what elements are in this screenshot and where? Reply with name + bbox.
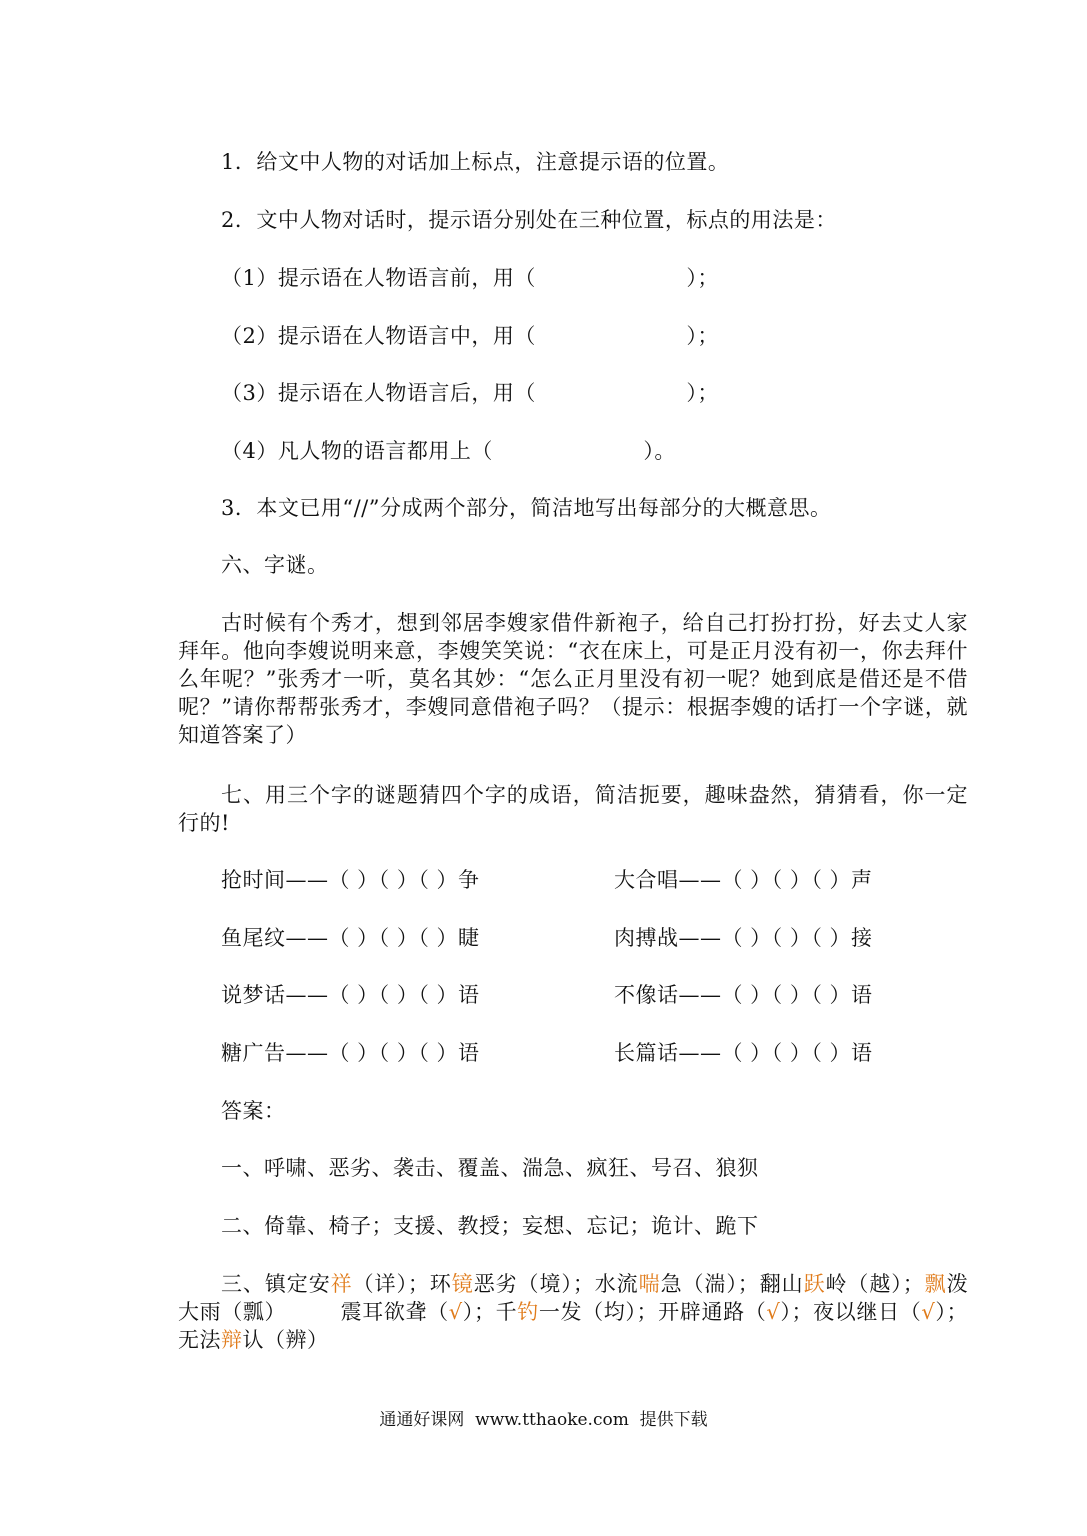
answer-3-text: （详）；环 (352, 1272, 452, 1296)
answer-3-highlight: 钓 (517, 1300, 539, 1324)
q5-sub4: （4）凡人物的语言都用上（ ）。 (221, 439, 676, 463)
answer-3-highlight: 祥 (330, 1272, 353, 1296)
answer-3-text: 岭（越）； (825, 1272, 925, 1296)
answer-3-highlight: 辩 (221, 1328, 243, 1352)
page-footer: 通通好课网 www.tthaoke.com 提供下载 (379, 1410, 708, 1430)
riddle-left-2: 鱼尾纹——（ ）（ ）（ ）睫 (221, 926, 480, 950)
answer-1: 一、呼啸、恶劣、袭击、覆盖、湍急、疯狂、号召、狼狈 (221, 1156, 759, 1180)
answer-3-highlight: √ (448, 1300, 463, 1324)
answer-3-text: 一发（均）；开辟通路（ (538, 1300, 767, 1324)
q7-heading: 七、用三个字的谜题猜四个字的成语，简洁扼要，趣味盎然，猜猜看，你一定行的! (178, 783, 968, 835)
answer-3-text: 认（辨） (242, 1328, 329, 1352)
answer-3-text: 急（湍）；翻山 (660, 1272, 804, 1296)
answer-3-highlight: √ (766, 1300, 781, 1324)
q5-sub1: （1）提示语在人物语言前，用（ ）； (221, 266, 719, 290)
q5-sub2: （2）提示语在人物语言中，用（ ）； (221, 324, 719, 348)
answer-3 (178, 1270, 968, 1354)
answer-3-text: ）；千 (462, 1300, 518, 1324)
answer-3-highlight: 跃 (803, 1272, 826, 1296)
riddle-left-1: 抢时间——（ ）（ ）（ ）争 (221, 868, 480, 892)
riddle-right-3: 不像话——（ ）（ ）（ ）语 (614, 983, 873, 1007)
answer-2: 二、倚靠、椅子；支援、教授；妄想、忘记；诡计、跪下 (221, 1214, 759, 1238)
q5-item1: 1．给文中人物的对话加上标点，注意提示语的位置。 (221, 150, 730, 174)
answers-heading: 答案： (221, 1099, 286, 1123)
answer-3-highlight: √ (921, 1300, 936, 1324)
q5-item3: 3．本文已用“//”分成两个部分，简洁地写出每部分的大概意思。 (221, 496, 832, 520)
answer-3-text: 恶劣（境）；水流 (473, 1272, 639, 1296)
q6-story: 古时候有个秀才，想到邻居李嫂家借件新袍子，给自己打扮打扮，好去丈人家拜年。他向李嫂说明来意，李嫂笑笑说：“衣在床上，可是正月没有初一，你去拜什么年呢？”张秀才一听，莫名其妙：“怎么正月里没有初一呢？她到底是借还是不借呢？”请你帮帮张秀才，李嫂同意借袍子吗？（提示：根据李嫂的话打一个字谜，就知道答案了） (178, 611, 968, 747)
riddle-right-4: 长篇话——（ ）（ ）（ ）语 (614, 1041, 873, 1065)
answer-3-highlight: 镜 (451, 1272, 474, 1296)
riddle-left-3: 说梦话——（ ）（ ）（ ）语 (221, 983, 480, 1007)
riddle-left-4: 糖广告——（ ）（ ）（ ）语 (221, 1041, 480, 1065)
answer-3-highlight: 喘 (638, 1272, 661, 1296)
answer-3-highlight: 飘 (924, 1272, 947, 1296)
answer-3-text: ）；无法 (178, 1300, 969, 1352)
answer-3-text: ）；夜以继日（ (780, 1300, 922, 1324)
answer-3-text: 泼大雨（瓢） 震耳欲聋（ (178, 1272, 969, 1324)
q5-item2: 2．文中人物对话时，提示语分别处在三种位置，标点的用法是： (221, 208, 837, 232)
q6-heading: 六、字谜。 (221, 553, 329, 577)
q5-sub3: （3）提示语在人物语言后，用（ ）； (221, 381, 719, 405)
answer-3-text: 三、镇定安 (221, 1272, 331, 1296)
riddle-right-2: 肉搏战——（ ）（ ）（ ）接 (614, 926, 873, 950)
riddle-right-1: 大合唱——（ ）（ ）（ ）声 (614, 868, 873, 892)
